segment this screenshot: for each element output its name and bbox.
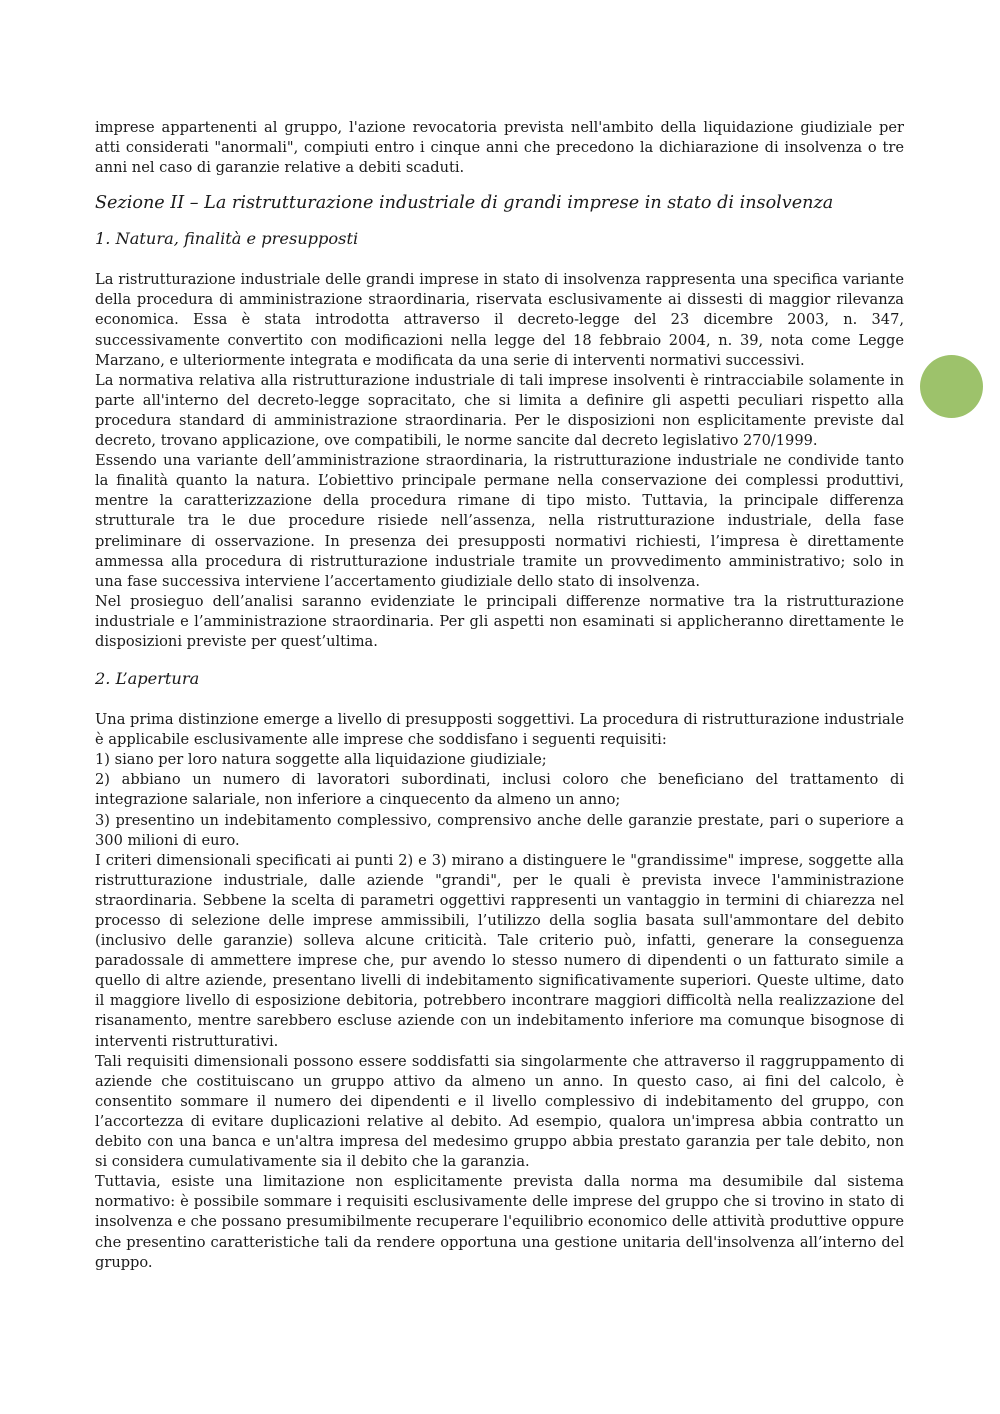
- paragraph: Essendo una variante dell’amministrazione straordinaria, la ristrutturazione industriale ne condivide tanto la finalità quanto la natura. L’obiettivo principale permane nella conservazione dei complessi produttivi, mentre la caratterizzazione della procedura rimane di tipo misto. Tuttavia, la principale differenza strutturale tra le due procedure risiede nell’assenza, nella ristrutturazione industriale, della fase preliminare di osservazione. In presenza dei presupposti normativi richiesti, l’impresa è direttamente ammessa alla procedura di ristrutturazione industriale tramite un provvedimento amministrativo; solo in una fase successiva interviene l’accertamento giudiziale dello stato di insolvenza.: [95, 452, 904, 590]
- subsection-title-natura: 1. Natura, finalità e presupposti: [95, 229, 359, 249]
- requirement-item: 1) siano per loro natura soggette alla liquidazione giudiziale;: [95, 751, 547, 769]
- paragraph: Una prima distinzione emerge a livello di presupposti soggettivi. La procedura di ristrutturazione industriale è applicabile esclusivamente alle imprese che soddisfano i seguenti requisiti:: [95, 711, 904, 749]
- decorative-green-dot: [920, 355, 983, 418]
- paragraph: Tali requisiti dimensionali possono essere soddisfatti sia singolarmente che attraverso il raggruppamento di aziende che costituiscano un gruppo attivo da almeno un anno. In questo caso, ai fini del calcolo, è consentito sommare il numero dei dipendenti e il livello complessivo di indebitamento del gruppo, con l’accortezza di evitare duplicazioni relative al debito. Ad esempio, qualora un'impresa abbia contratto un debito con una banca e un'altra impresa del medesimo gruppo abbia prestato garanzia per tale debito, non si considera cumulativamente sia il debito che la garanzia.: [95, 1052, 904, 1171]
- paragraph: La normativa relativa alla ristrutturazione industriale di tali imprese insolventi è rintracciabile solamente in parte all'interno del decreto-legge sopracitato, che si limita a definire gli aspetti peculiari rispetto alla procedura standard di amministrazione straordinaria. Per le disposizioni non esplicitamente previste dal decreto, trovano applicazione, ove compatibili, le norme sancite dal decreto legislativo 270/1999.: [95, 371, 904, 450]
- document-page: [95, 118, 904, 1273]
- paragraph: I criteri dimensionali specificati ai punti 2) e 3) mirano a distinguere le "grandissime" imprese, soggette alla ristrutturazione industriale, dalle aziende "grandi", per le quali è prevista invece l'amministrazione straordinaria. Sebbene la scelta di parametri oggettivi rappresenti un vantaggio in termini di chiarezza nel processo di selezione delle imprese ammissibili, l’utilizzo della soglia basata sull'ammontare del debito (inclusivo delle garanzie) solleva alcune criticità. Tale criterio può, infatti, generare la conseguenza paradossale di ammettere imprese che, pur avendo lo stesso numero di dipendenti o un fatturato simile a quello di altre aziende, presentano livelli di indebitamento significativamente superiori. Queste ultime, dato il maggiore livello di esposizione debitoria, potrebbero incontrare maggiori difficoltà nella realizzazione del risanamento, mentre sarebbero escluse aziende con un indebitamento inferiore ma comunque bisognose di interventi ristrutturativi.: [95, 851, 904, 1050]
- paragraph: La ristrutturazione industriale delle grandi imprese in stato di insolvenza rappresenta una specifica variante della procedura di amministrazione straordinaria, riservata esclusivamente ai dissesti di maggior rilevanza economica. Essa è stata introdotta attraverso il decreto-legge del 23 dicembre 2003, n. 347, successivamente convertito con modificazioni nella legge del 18 febbraio 2004, n. 39, nota come Legge Marzano, e ulteriormente integrata e modificata da una serie di interventi normativi successivi.: [95, 271, 904, 369]
- intro-paragraph: imprese appartenenti al gruppo, l'azione revocatoria prevista nell'ambito della liquidazione giudiziale per atti considerati "anormali", compiuti entro i cinque anni che precedono la dichiarazione di insolvenza o tre anni nel caso di garanzie relative a debiti scaduti.: [95, 119, 904, 177]
- requirement-item: 3) presentino un indebitamento complessivo, comprensivo anche delle garanzie prestate, pari o superiore a 300 milioni di euro.: [95, 811, 904, 849]
- requirement-item: 2) abbiano un numero di lavoratori subordinati, inclusi coloro che beneficiano del trattamento di integrazione salariale, non inferiore a cinquecento da almeno un anno;: [95, 771, 904, 809]
- paragraph: Nel prosieguo dell’analisi saranno evidenziate le principali differenze normative tra la ristrutturazione industriale e l’amministrazione straordinaria. Per gli aspetti non esaminati si applicheranno direttamente le disposizioni previste per quest’ultima.: [95, 592, 904, 650]
- paragraph: Tuttavia, esiste una limitazione non esplicitamente prevista dalla norma ma desumibile dal sistema normativo: è possibile sommare i requisiti esclusivamente delle imprese del gruppo che si trovino in stato di insolvenza e che possano presumibilmente recuperare l'equilibrio economico delle attività produttive oppure che presentino caratteristiche tali da rendere opportuna una gestione unitaria dell'insolvenza all’interno del gruppo.: [95, 1173, 904, 1271]
- subsection-title-apertura: 2. L’apertura: [95, 669, 200, 689]
- section-title: Sezione II – La ristrutturazione industriale di grandi imprese in stato di insolvenza: [95, 193, 834, 214]
